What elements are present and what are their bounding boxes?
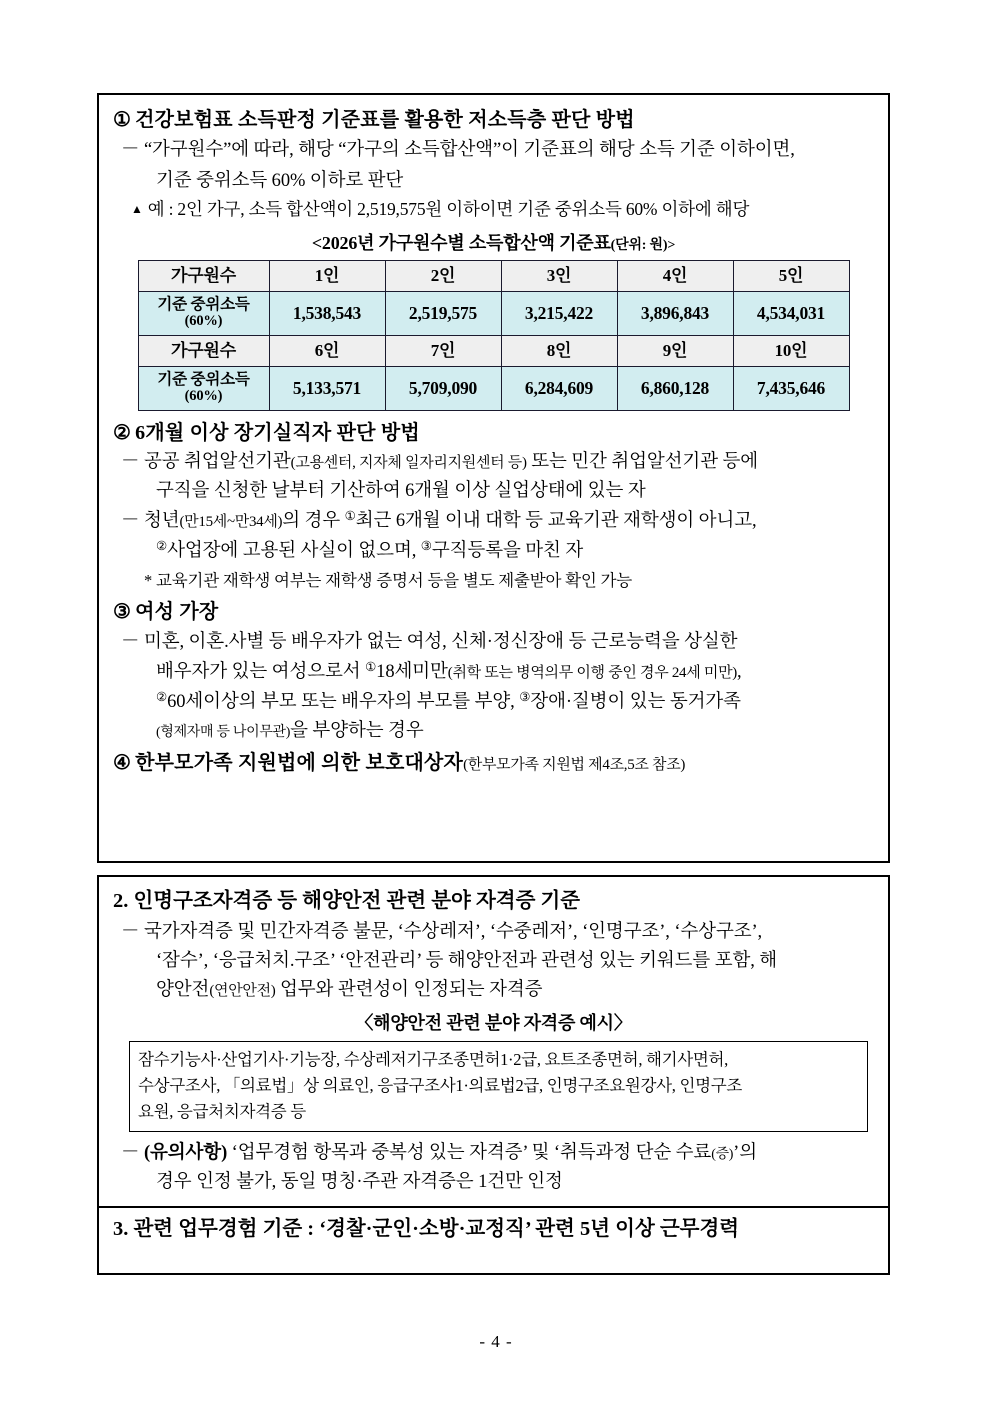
median-income-pct-1: (60%) <box>184 313 223 330</box>
cell-size-6: 6인 <box>269 335 385 366</box>
dash-marker: － <box>121 922 140 943</box>
triangle-bullet-icon: ▲ <box>131 201 143 216</box>
income-standard-table <box>138 260 850 411</box>
certificate-examples-box <box>129 1041 868 1132</box>
item-4-title: 한부모가족 지원법에 의한 보호대상자 <box>135 751 464 774</box>
item-3-line-4-row <box>113 718 874 745</box>
section-2-dash-line-2: ‘잠수’, ‘응급처치.구조’ ‘안전관리’ 등 해양안전과 관련성 있는 키워드를 포함, 해 <box>156 951 778 972</box>
section-2-dash-line-3-row <box>113 977 874 1004</box>
dash-marker: － <box>121 631 140 652</box>
page-number: - 4 - <box>479 1332 513 1351</box>
cell-header-median-income-2 <box>138 366 269 410</box>
median-income-label-1: 기준 중위소득 <box>157 296 250 314</box>
income-table-caption-main: <2026년 가구원수별 소득합산액 기준표 <box>311 232 611 253</box>
item-2-dash-1-b: (고용센터, 지자체 일자리지원센터 등) <box>290 455 527 472</box>
criteria-box-one <box>97 93 890 863</box>
item-4-note: (한부모가족 지원법 제4조,5조 참조) <box>463 756 686 773</box>
certificate-examples-line-1: 잠수기능사·산업기사·기능장, 수상레저기구조종면허1·2급, 요트조종면허, 해기사면허, <box>138 1050 728 1070</box>
item-1-dash-1 <box>113 136 874 164</box>
item-4-marker: ④ <box>113 751 132 774</box>
item-3-heading <box>113 599 874 625</box>
cell-size-8: 8인 <box>501 335 617 366</box>
cell-value-8: 6,284,609 <box>501 366 617 410</box>
section-2-dash-line-2-row <box>113 948 874 975</box>
cell-size-4: 4인 <box>617 260 733 291</box>
item-2-marker: ② <box>113 421 132 444</box>
median-income-pct-2: (60%) <box>184 388 223 405</box>
item-2-dash-2-b: (만15세~만34세) <box>179 514 283 531</box>
section-2-heading <box>113 888 874 915</box>
certificate-examples-line-3: 요원, 응급처치자격증 등 <box>138 1102 306 1122</box>
cell-size-7: 7인 <box>385 335 501 366</box>
cell-size-1: 1인 <box>269 260 385 291</box>
item-1-marker: ① <box>113 109 132 131</box>
item-1-dash-1-continued <box>113 167 874 195</box>
cell-value-2: 2,519,575 <box>385 291 501 335</box>
item-4-heading <box>113 750 874 776</box>
section-3-number: 3. <box>113 1218 129 1241</box>
item-1-heading <box>113 107 874 133</box>
median-income-label-2: 기준 중위소득 <box>157 371 250 389</box>
dash-marker: － <box>121 511 140 532</box>
item-2-dash-1-line-2: 구직을 신청한 날부터 기산하여 6개월 이상 실업상태에 있는 자 <box>156 481 646 502</box>
item-1-example <box>113 197 874 222</box>
cell-size-2: 2인 <box>385 260 501 291</box>
caution-line-2: 경우 인정 불가, 동일 명칭·주관 자격증은 1건만 인정 <box>156 1172 563 1193</box>
caution-label: (유의사항) <box>143 1143 228 1164</box>
cell-size-5: 5인 <box>733 260 849 291</box>
cell-size-3: 3인 <box>501 260 617 291</box>
cell-size-9: 9인 <box>617 335 733 366</box>
cell-value-4: 3,896,843 <box>617 291 733 335</box>
item-3-line-1: 미혼, 이혼.사별 등 배우자가 없는 여성, 신체·정신장애 등 근로능력을 상실한 <box>143 631 738 652</box>
item-3-title: 여성 가장 <box>135 601 219 624</box>
item-3-line-2-row <box>113 658 874 686</box>
item-2-heading <box>113 420 874 446</box>
section-2-caution <box>113 1140 874 1167</box>
cell-size-10: 10인 <box>733 335 849 366</box>
income-table-caption <box>113 229 874 255</box>
section-2-number: 2. <box>113 890 129 912</box>
section-2-dash-line-3-c: 업무와 관련성이 인정되는 자격증 <box>275 980 543 1001</box>
item-3-line-2-a: 배우자가 있는 여성으로서 <box>156 661 366 682</box>
table-row <box>138 366 849 410</box>
caution-text-a: ‘업무경험 항목과 중복성 있는 자격증’ 및 ‘취득과정 단순 수료 <box>227 1143 712 1164</box>
cell-value-1: 1,538,543 <box>269 291 385 335</box>
item-2-note-text: * 교육기관 재학생 여부는 재학생 증명서 등을 별도 제출받아 확인 가능 <box>144 571 632 591</box>
section-2-dash-line-3-a: 양안전 <box>156 980 210 1001</box>
table-row <box>138 335 849 366</box>
item-3-dash-1 <box>113 629 874 656</box>
criteria-box-two <box>97 875 890 1275</box>
item-2-sup-3: ③ <box>420 539 432 554</box>
item-2-sup-2: ② <box>156 539 168 554</box>
income-table-caption-unit: (단위: 원)> <box>610 237 676 253</box>
cell-value-6: 5,133,571 <box>269 366 385 410</box>
caution-text-b: ’의 <box>733 1143 757 1164</box>
item-2-dash-2-d: 최근 6개월 이내 대학 등 교육기관 재학생이 아니고, <box>355 511 757 532</box>
dash-marker: － <box>121 140 140 161</box>
cell-value-7: 5,709,090 <box>385 366 501 410</box>
certificate-examples-caption: 〈해양안전 관련 분야 자격증 예시〉 <box>355 1013 632 1034</box>
item-2-dash-1-a: 공공 취업알선기관 <box>143 452 291 473</box>
item-2-dash-1 <box>113 449 874 476</box>
item-3-line-3-b: 장애·질병이 있는 동거가족 <box>530 691 741 712</box>
item-2-dash-2 <box>113 507 874 535</box>
item-2-dash-2-e: 사업장에 고용된 사실이 없으며, <box>167 541 421 562</box>
item-3-marker: ③ <box>113 601 132 624</box>
section-3-heading <box>113 1216 874 1243</box>
certificate-examples-line-2: 수상구조사, 「의료법」상 의료인, 응급구조사1·의료법2급, 인명구조요원강사, 인명구조 <box>138 1076 743 1096</box>
item-2-sup-1: ① <box>344 509 356 524</box>
caution-sup: (증) <box>711 1147 734 1163</box>
item-3-sup-1: ① <box>365 659 377 674</box>
section-3-title: 관련 업무경험 기준 : ‘경찰·군인·소방·교정직’ 관련 5년 이상 근무경력 <box>133 1218 740 1241</box>
item-3-line-3-row <box>113 688 874 716</box>
item-3-sup-3: ③ <box>519 689 531 704</box>
item-2-dash-2-f: 구직등록을 마친 자 <box>431 541 584 562</box>
item-3-sup-2: ② <box>156 689 168 704</box>
cell-value-5: 4,534,031 <box>733 291 849 335</box>
item-1-dash-1-line-2: 기준 중위소득 60% 이하로 판단 <box>156 170 404 191</box>
section-2-dash-1 <box>113 919 874 946</box>
item-1-title: 건강보험표 소득판정 기준표를 활용한 저소득층 판단 방법 <box>135 109 635 131</box>
section-2-caution-continued <box>113 1169 874 1196</box>
section-2-dash-line-3-b: (연안안전) <box>209 983 276 1000</box>
item-3-line-4-b: 을 부양하는 경우 <box>290 720 424 741</box>
cell-value-3: 3,215,422 <box>501 291 617 335</box>
item-1-dash-1-line-1: “가구원수”에 따라, 해당 “가구의 소득합산액”이 기준표의 해당 소득 기준 이하이면, <box>143 140 795 161</box>
item-2-dash-2-a: 청년 <box>143 511 180 532</box>
table-row <box>138 291 849 335</box>
section-2-dash-line-1: 국가자격증 및 민간자격증 불문, ‘수상레저’, ‘수중레저’, ‘인명구조’, ‘수상구조’, <box>143 922 763 943</box>
cell-value-10: 7,435,646 <box>733 366 849 410</box>
item-3-line-2-b: 18세미만 <box>376 661 448 682</box>
item-2-note <box>113 569 874 593</box>
item-1-example-text: 예 : 2인 가구, 소득 합산액이 2,519,575원 이하이면 기준 중위소득 60% 이하에 해당 <box>147 198 750 219</box>
table-row <box>138 260 849 291</box>
item-2-dash-1-continued <box>113 478 874 505</box>
section-divider <box>99 1206 888 1208</box>
item-3-line-3-a: 60세이상의 부모 또는 배우자의 부모를 부양, <box>167 691 520 712</box>
cell-header-household-size-2: 가구원수 <box>138 335 269 366</box>
section-2-title: 인명구조자격증 등 해양안전 관련 분야 자격증 기준 <box>133 890 581 912</box>
item-3-line-2-c: (취학 또는 병역의무 이행 중인 경우 24세 미만) <box>447 664 737 681</box>
cell-header-median-income-1 <box>138 291 269 335</box>
item-2-dash-2-continued <box>113 537 874 565</box>
cell-value-9: 6,860,128 <box>617 366 733 410</box>
item-2-dash-1-c: 또는 민간 취업알선기관 등에 <box>526 452 759 473</box>
dash-marker: － <box>121 452 140 473</box>
item-2-title: 6개월 이상 장기실직자 판단 방법 <box>135 421 420 444</box>
cell-header-household-size-1: 가구원수 <box>138 260 269 291</box>
item-3-line-2-d: , <box>736 661 742 682</box>
item-3-line-4-a: (형제자매 등 나이무관) <box>156 724 291 740</box>
item-2-dash-2-c: 의 경우 <box>282 511 345 532</box>
dash-marker: － <box>121 1143 140 1164</box>
